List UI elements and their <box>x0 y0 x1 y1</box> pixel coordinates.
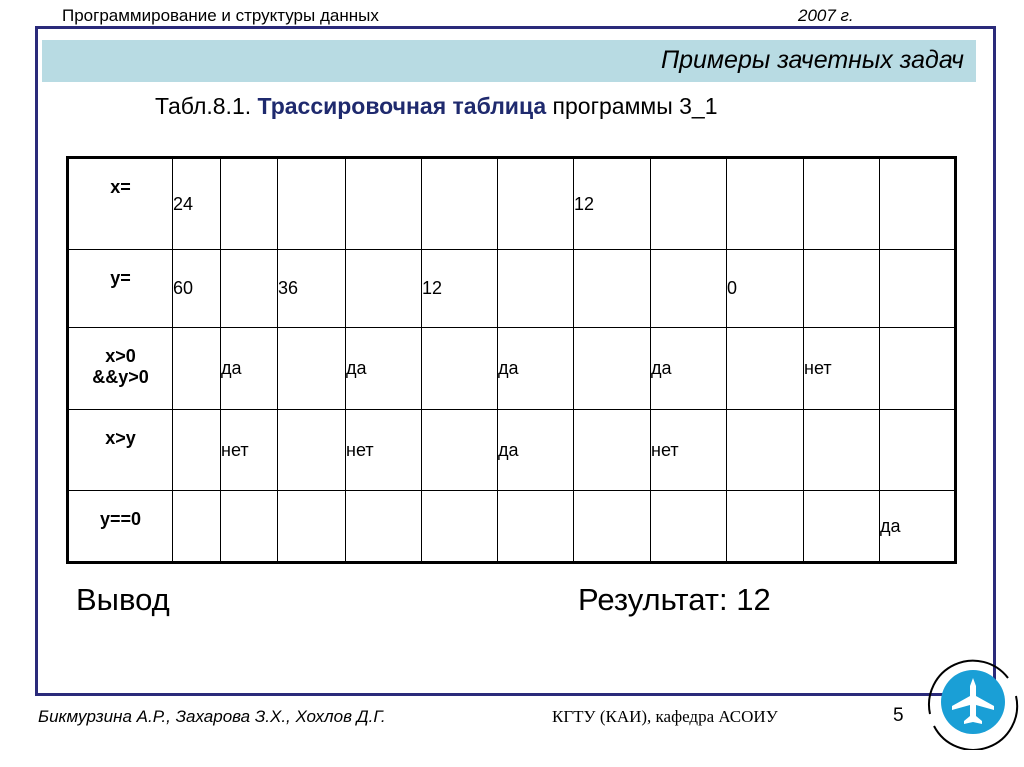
table-cell <box>422 328 498 410</box>
table-cell <box>804 250 880 328</box>
table-cell <box>278 328 346 410</box>
footer-org: КГТУ (КАИ), кафедра АСОИУ <box>552 707 778 726</box>
table-cell <box>727 158 804 250</box>
table-cell <box>346 491 422 563</box>
table-row <box>68 158 956 250</box>
caption-bold: Трассировочная таблица <box>257 93 547 119</box>
trace-table <box>66 156 957 564</box>
table-cell <box>880 328 956 410</box>
airplane-icon <box>926 656 1020 750</box>
table-cell: нет <box>651 410 727 491</box>
table-cell <box>173 410 221 491</box>
table-cell <box>727 410 804 491</box>
table-cell <box>422 410 498 491</box>
caption-prefix: Табл.8.1. <box>155 93 258 119</box>
table-cell <box>498 250 574 328</box>
table-cell <box>880 250 956 328</box>
course-title: Программирование и структуры данных <box>62 6 379 25</box>
table-cell <box>278 491 346 563</box>
table-cell <box>574 410 651 491</box>
table-cell: 0 <box>727 250 804 328</box>
table-row <box>68 410 956 491</box>
row-label: y= <box>68 250 173 328</box>
table-cell <box>574 491 651 563</box>
table-cell <box>574 250 651 328</box>
table-cell: да <box>880 491 956 563</box>
table-cell <box>221 250 278 328</box>
table-cell <box>173 328 221 410</box>
result-label: Результат: 12 <box>578 582 771 617</box>
slide-title: Примеры зачетных задач <box>660 46 964 74</box>
table-cell <box>498 158 574 250</box>
table-cell <box>804 410 880 491</box>
table-cell <box>651 491 727 563</box>
table-row <box>68 328 956 410</box>
table-cell <box>727 491 804 563</box>
table-cell <box>498 491 574 563</box>
table-cell: нет <box>804 328 880 410</box>
table-cell <box>804 158 880 250</box>
output-label: Вывод <box>76 582 170 617</box>
caption-suffix: программы 3_1 <box>546 93 718 119</box>
table-cell: да <box>498 328 574 410</box>
table-cell: да <box>346 328 422 410</box>
table-cell: 60 <box>173 250 221 328</box>
table-cell <box>422 491 498 563</box>
page-number: 5 <box>893 705 904 726</box>
table-cell: нет <box>346 410 422 491</box>
table-cell <box>221 158 278 250</box>
table-cell <box>880 410 956 491</box>
table-cell: нет <box>221 410 278 491</box>
table-row <box>68 491 956 563</box>
title-bar <box>42 40 976 82</box>
footer-authors: Бикмурзина А.Р., Захарова З.Х., Хохлов Д.Г. <box>38 707 386 726</box>
year-label: 2007 г. <box>798 6 854 25</box>
table-cell <box>880 158 956 250</box>
table-cell <box>422 158 498 250</box>
table-row <box>68 250 956 328</box>
table-cell <box>574 328 651 410</box>
table-cell: 12 <box>574 158 651 250</box>
table-cell <box>727 328 804 410</box>
table-cell: да <box>651 328 727 410</box>
table-cell: 24 <box>173 158 221 250</box>
row-label: x>0 &&y>0 <box>68 328 173 410</box>
table-cell: да <box>221 328 278 410</box>
table-cell <box>173 491 221 563</box>
table-cell <box>346 250 422 328</box>
table-cell <box>804 491 880 563</box>
table-cell <box>278 158 346 250</box>
table-cell <box>651 250 727 328</box>
table-cell: 36 <box>278 250 346 328</box>
row-label: y==0 <box>68 491 173 563</box>
table-cell: да <box>498 410 574 491</box>
row-label: x= <box>68 158 173 250</box>
table-cell <box>346 158 422 250</box>
table-cell <box>278 410 346 491</box>
table-cell: 12 <box>422 250 498 328</box>
row-label: x>y <box>68 410 173 491</box>
table-cell <box>651 158 727 250</box>
table-cell <box>221 491 278 563</box>
table-caption <box>155 93 718 120</box>
